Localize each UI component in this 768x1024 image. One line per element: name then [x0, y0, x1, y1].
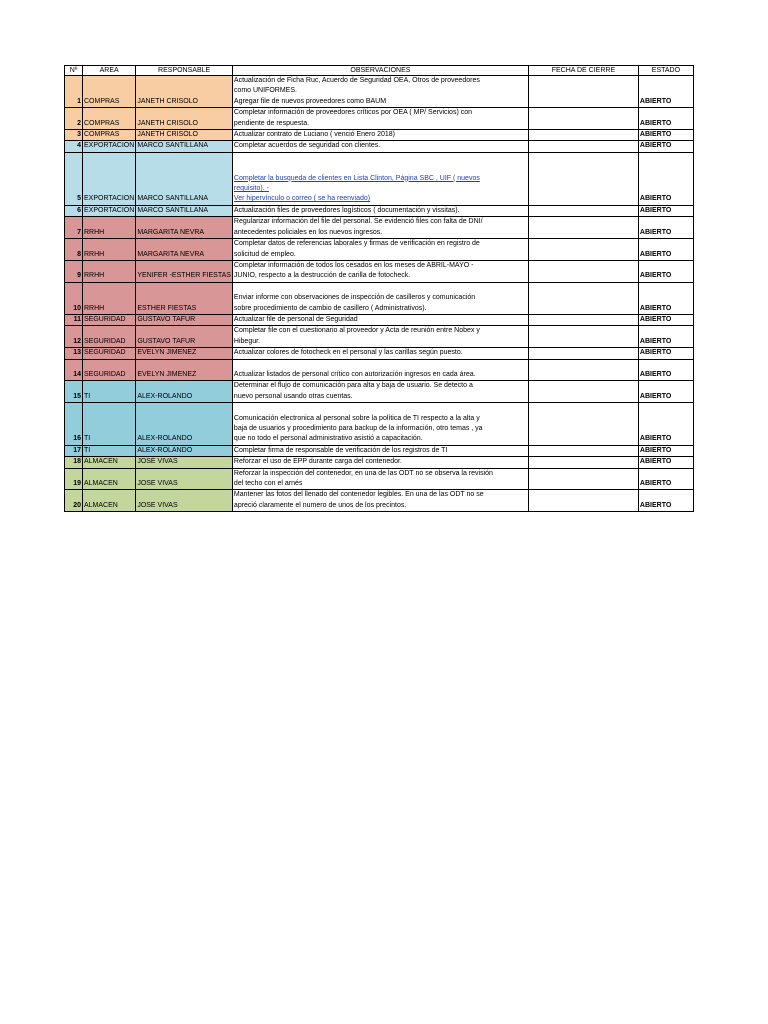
observaciones-cell	[232, 381, 528, 403]
area-cell: ALMACEN	[83, 457, 136, 468]
fecha-cierre-cell	[528, 141, 638, 152]
observation-line: nuevo personal usando otras cuentas.	[233, 392, 353, 400]
responsable-cell: JANETH CRISOLO	[136, 108, 233, 130]
table-row	[65, 152, 694, 205]
row-number-cell: 20	[65, 490, 83, 512]
row-number-cell: 8	[65, 239, 83, 261]
observation-line: baja de usuarios y procedimiento para backup de la información, otro temas , ya	[233, 425, 483, 432]
area-cell: COMPRAS	[83, 130, 136, 141]
responsable-cell: JOSE VIVAS	[136, 457, 233, 468]
fecha-cierre-cell	[528, 359, 638, 381]
fecha-cierre-cell	[528, 381, 638, 403]
area-cell: SEGURIDAD	[83, 326, 136, 348]
area-cell: TI	[83, 403, 136, 446]
observation-line: Comunicación electronica al personal sobre la política de TI respecto a la alta y	[233, 414, 480, 422]
estado-cell: ABIERTO	[638, 108, 693, 130]
responsable-cell: JOSE VIVAS	[136, 490, 233, 512]
estado-cell: ABIERTO	[638, 76, 693, 108]
table-row	[65, 141, 694, 152]
table-row	[65, 239, 694, 261]
fecha-cierre-cell	[528, 314, 638, 325]
observation-line: Regularizar información del file del personal. Se evidenció files con falta de DNI/	[233, 218, 483, 226]
row-number-cell: 2	[65, 108, 83, 130]
estado-cell: ABIERTO	[638, 457, 693, 468]
observation-line: pendiente de respuesta.	[233, 119, 310, 127]
observation-line: como UNIFORMES.	[233, 87, 297, 95]
observaciones-cell	[232, 490, 528, 512]
col-header-estado: ESTADO	[638, 66, 693, 76]
responsable-cell: MARCO SANTILLANA	[136, 152, 233, 205]
row-number-cell: 12	[65, 326, 83, 348]
responsable-cell: ESTHER FIESTAS	[136, 282, 233, 314]
observation-line: Enviar informe con observaciones de inspección de casilleros y comunicación	[233, 294, 476, 302]
observation-line: antecedentes policiales en los nuevos ingresos.	[233, 228, 383, 236]
row-number-cell: 10	[65, 282, 83, 314]
fecha-cierre-cell	[528, 468, 638, 490]
observation-line: Determinar el flujo de comunicación para alta y baja de usuario. Se detecto a	[233, 382, 473, 390]
estado-cell: ABIERTO	[638, 403, 693, 446]
row-number-cell: 14	[65, 359, 83, 381]
fecha-cierre-cell	[528, 76, 638, 108]
responsable-cell: GUSTAVO TAFUR	[136, 314, 233, 325]
row-number-cell: 1	[65, 76, 83, 108]
area-cell: SEGURIDAD	[83, 314, 136, 325]
observaciones-cell	[232, 141, 528, 152]
observation-line: Mantener las fotos del llenado del contenedor legibles. En una de las ODT no se	[233, 491, 484, 499]
observaciones-cell	[232, 282, 528, 314]
observation-line: apreció claramente el numero de unos de los precintos.	[233, 501, 407, 509]
fecha-cierre-cell	[528, 326, 638, 348]
observation-line	[234, 283, 527, 293]
observation-line: sobre procedimiento de cambio de casillero ( Administrativos).	[233, 304, 427, 312]
responsable-cell: JOSE VIVAS	[136, 468, 233, 490]
observaciones-cell	[232, 217, 528, 239]
observation-line: Actualizar colores de fotocheck en el personal y las carillas según puesto.	[233, 349, 463, 357]
table-row	[65, 490, 694, 512]
fecha-cierre-cell	[528, 130, 638, 141]
estado-cell: ABIERTO	[638, 141, 693, 152]
observation-line: Actualizar listados de personal crítico con autorización ingresos en cada área.	[233, 370, 476, 378]
estado-cell: ABIERTO	[638, 260, 693, 282]
estado-cell: ABIERTO	[638, 282, 693, 314]
table-row	[65, 468, 694, 490]
table-row	[65, 108, 694, 130]
observation-line: que no todo el personal administrativo asistió a capacitación.	[233, 435, 423, 443]
row-number-cell: 5	[65, 152, 83, 205]
estado-cell: ABIERTO	[638, 239, 693, 261]
col-header-area: AREA	[83, 66, 136, 76]
table-row	[65, 403, 694, 446]
table-row	[65, 76, 694, 108]
table-row	[65, 348, 694, 359]
area-cell: TI	[83, 445, 136, 456]
observation-line: JUNIO, respecto a la destrucción de carilla de fotocheck.	[233, 272, 411, 280]
observation-line: Completar información de todos los cesados en los meses de ABRIL-MAYO -	[233, 261, 474, 269]
observation-line: del techo con el arnés	[233, 480, 303, 488]
fecha-cierre-cell	[528, 217, 638, 239]
observation-line: Actualización files de proveedores logísticos ( documentación y vissitas).	[233, 206, 460, 214]
table-row	[65, 445, 694, 456]
observation-line: Completar acuerdos de seguridad con clientes.	[233, 142, 381, 150]
row-number-cell: 4	[65, 141, 83, 152]
observation-line: Completar información de proveedores críticos por OEA ( MP/ Servicios) con	[233, 109, 473, 117]
observation-line	[234, 153, 527, 163]
row-number-cell: 3	[65, 130, 83, 141]
observation-line: Actualizar file de personal de Seguridad	[233, 315, 358, 323]
observaciones-cell	[232, 348, 528, 359]
area-cell: SEGURIDAD	[83, 359, 136, 381]
estado-cell: ABIERTO	[638, 490, 693, 512]
responsable-cell: JANETH CRISOLO	[136, 76, 233, 108]
responsable-cell: EVELYN JIMENEZ	[136, 359, 233, 381]
observation-link[interactable]: Completar la busqueda de clientes en Lista Clinton, Página SBC , UIF ( nuevos	[233, 174, 480, 182]
fecha-cierre-cell	[528, 403, 638, 446]
row-number-cell: 6	[65, 205, 83, 216]
observation-line	[234, 403, 527, 413]
observation-line: Actualización de Ficha Ruc, Acuerdo de Seguridad OEA, Otros de proveedores	[233, 77, 480, 84]
estado-cell: ABIERTO	[638, 314, 693, 325]
area-cell: RRHH	[83, 282, 136, 314]
observaciones-cell	[232, 445, 528, 456]
observaciones-cell	[232, 239, 528, 261]
area-cell: RRHH	[83, 239, 136, 261]
observaciones-cell	[232, 468, 528, 490]
observation-link[interactable]: Ver hipervínculo o correo ( se ha reenviado)	[233, 195, 371, 203]
area-cell: COMPRAS	[83, 108, 136, 130]
fecha-cierre-cell	[528, 260, 638, 282]
observation-line: Completar file con el cuestionario al proveedor y Acta de reunión entre Nobex y	[233, 327, 480, 335]
estado-cell: ABIERTO	[638, 205, 693, 216]
estado-cell: ABIERTO	[638, 445, 693, 456]
area-cell: ALMACEN	[83, 468, 136, 490]
responsable-cell: MARGARITA NEVRA	[136, 217, 233, 239]
table-row	[65, 381, 694, 403]
observation-line: Reforzar el uso de EPP durante carga del contenedor.	[233, 458, 402, 466]
fecha-cierre-cell	[528, 445, 638, 456]
observaciones-cell	[232, 152, 528, 205]
table-row	[65, 457, 694, 468]
fecha-cierre-cell	[528, 348, 638, 359]
observaciones-cell	[232, 260, 528, 282]
fecha-cierre-cell	[528, 457, 638, 468]
table-row	[65, 326, 694, 348]
table-row	[65, 359, 694, 381]
observaciones-cell	[232, 359, 528, 381]
row-number-cell: 7	[65, 217, 83, 239]
area-cell: EXPORTACION	[83, 152, 136, 205]
responsable-cell: MARCO SANTILLANA	[136, 141, 233, 152]
estado-cell: ABIERTO	[638, 326, 693, 348]
col-header-responsable: RESPONSABLE	[136, 66, 233, 76]
observaciones-cell	[232, 76, 528, 108]
row-number-cell: 17	[65, 445, 83, 456]
col-header-observaciones: OBSERVACIONES	[232, 66, 528, 76]
responsable-cell: GUSTAVO TAFUR	[136, 326, 233, 348]
observation-line: Reforzar la inspección del contenedor, en una de las ODT no se observa la revisión	[233, 469, 493, 477]
table-row	[65, 260, 694, 282]
row-number-cell: 19	[65, 468, 83, 490]
responsable-cell: ALEX-ROLANDO	[136, 381, 233, 403]
fecha-cierre-cell	[528, 490, 638, 512]
observation-link[interactable]: requisito). -	[233, 185, 269, 193]
area-cell: EXPORTACION	[83, 141, 136, 152]
observations-table	[64, 65, 694, 512]
observaciones-cell	[232, 108, 528, 130]
table-row	[65, 217, 694, 239]
responsable-cell: MARCO SANTILLANA	[136, 205, 233, 216]
responsable-cell: ALEX-ROLANDO	[136, 403, 233, 446]
fecha-cierre-cell	[528, 108, 638, 130]
area-cell: RRHH	[83, 260, 136, 282]
estado-cell: ABIERTO	[638, 152, 693, 205]
area-cell: TI	[83, 381, 136, 403]
responsable-cell: ALEX-ROLANDO	[136, 445, 233, 456]
observation-line: Completar datos de referencias laborales y firmas de verificación en registro de	[233, 240, 480, 248]
row-number-cell: 16	[65, 403, 83, 446]
area-cell: COMPRAS	[83, 76, 136, 108]
estado-cell: ABIERTO	[638, 468, 693, 490]
fecha-cierre-cell	[528, 205, 638, 216]
estado-cell: ABIERTO	[638, 381, 693, 403]
row-number-cell: 13	[65, 348, 83, 359]
area-cell: RRHH	[83, 217, 136, 239]
observation-line	[234, 360, 527, 370]
row-number-cell: 15	[65, 381, 83, 403]
table-row	[65, 314, 694, 325]
table-row	[65, 130, 694, 141]
observation-line: Agregar file de nuevos proveedores como BAUM	[233, 97, 387, 105]
responsable-cell: JANETH CRISOLO	[136, 130, 233, 141]
observation-line: Completar firma de responsable de verificación de los registros de TI	[233, 446, 448, 454]
observation-line	[234, 163, 527, 173]
col-header-fecha-cierre: FECHA DE CIERRE	[528, 66, 638, 76]
observation-line: Actualizar contrato de Luciano ( venció Enero 2018)	[233, 131, 396, 139]
responsable-cell: EVELYN JIMENEZ	[136, 348, 233, 359]
estado-cell: ABIERTO	[638, 348, 693, 359]
observaciones-cell	[232, 314, 528, 325]
observaciones-cell	[232, 130, 528, 141]
observaciones-cell	[232, 326, 528, 348]
row-number-cell: 11	[65, 314, 83, 325]
row-number-cell: 9	[65, 260, 83, 282]
observaciones-cell	[232, 205, 528, 216]
fecha-cierre-cell	[528, 282, 638, 314]
observation-line: Hibegur.	[233, 337, 260, 345]
area-cell: ALMACEN	[83, 490, 136, 512]
estado-cell: ABIERTO	[638, 130, 693, 141]
responsable-cell: YENIFER -ESTHER FIESTAS	[136, 260, 233, 282]
responsable-cell: MARGARITA NEVRA	[136, 239, 233, 261]
row-number-cell: 18	[65, 457, 83, 468]
col-header-no: Nº	[65, 66, 83, 76]
area-cell: EXPORTACION	[83, 205, 136, 216]
fecha-cierre-cell	[528, 239, 638, 261]
area-cell: SEGURIDAD	[83, 348, 136, 359]
table-row	[65, 205, 694, 216]
observation-line: solicitud de empleo.	[233, 250, 296, 258]
observaciones-cell	[232, 403, 528, 446]
header-row	[65, 66, 694, 76]
table-body	[65, 76, 694, 512]
estado-cell: ABIERTO	[638, 359, 693, 381]
estado-cell: ABIERTO	[638, 217, 693, 239]
fecha-cierre-cell	[528, 152, 638, 205]
observaciones-cell	[232, 457, 528, 468]
table-row	[65, 282, 694, 314]
